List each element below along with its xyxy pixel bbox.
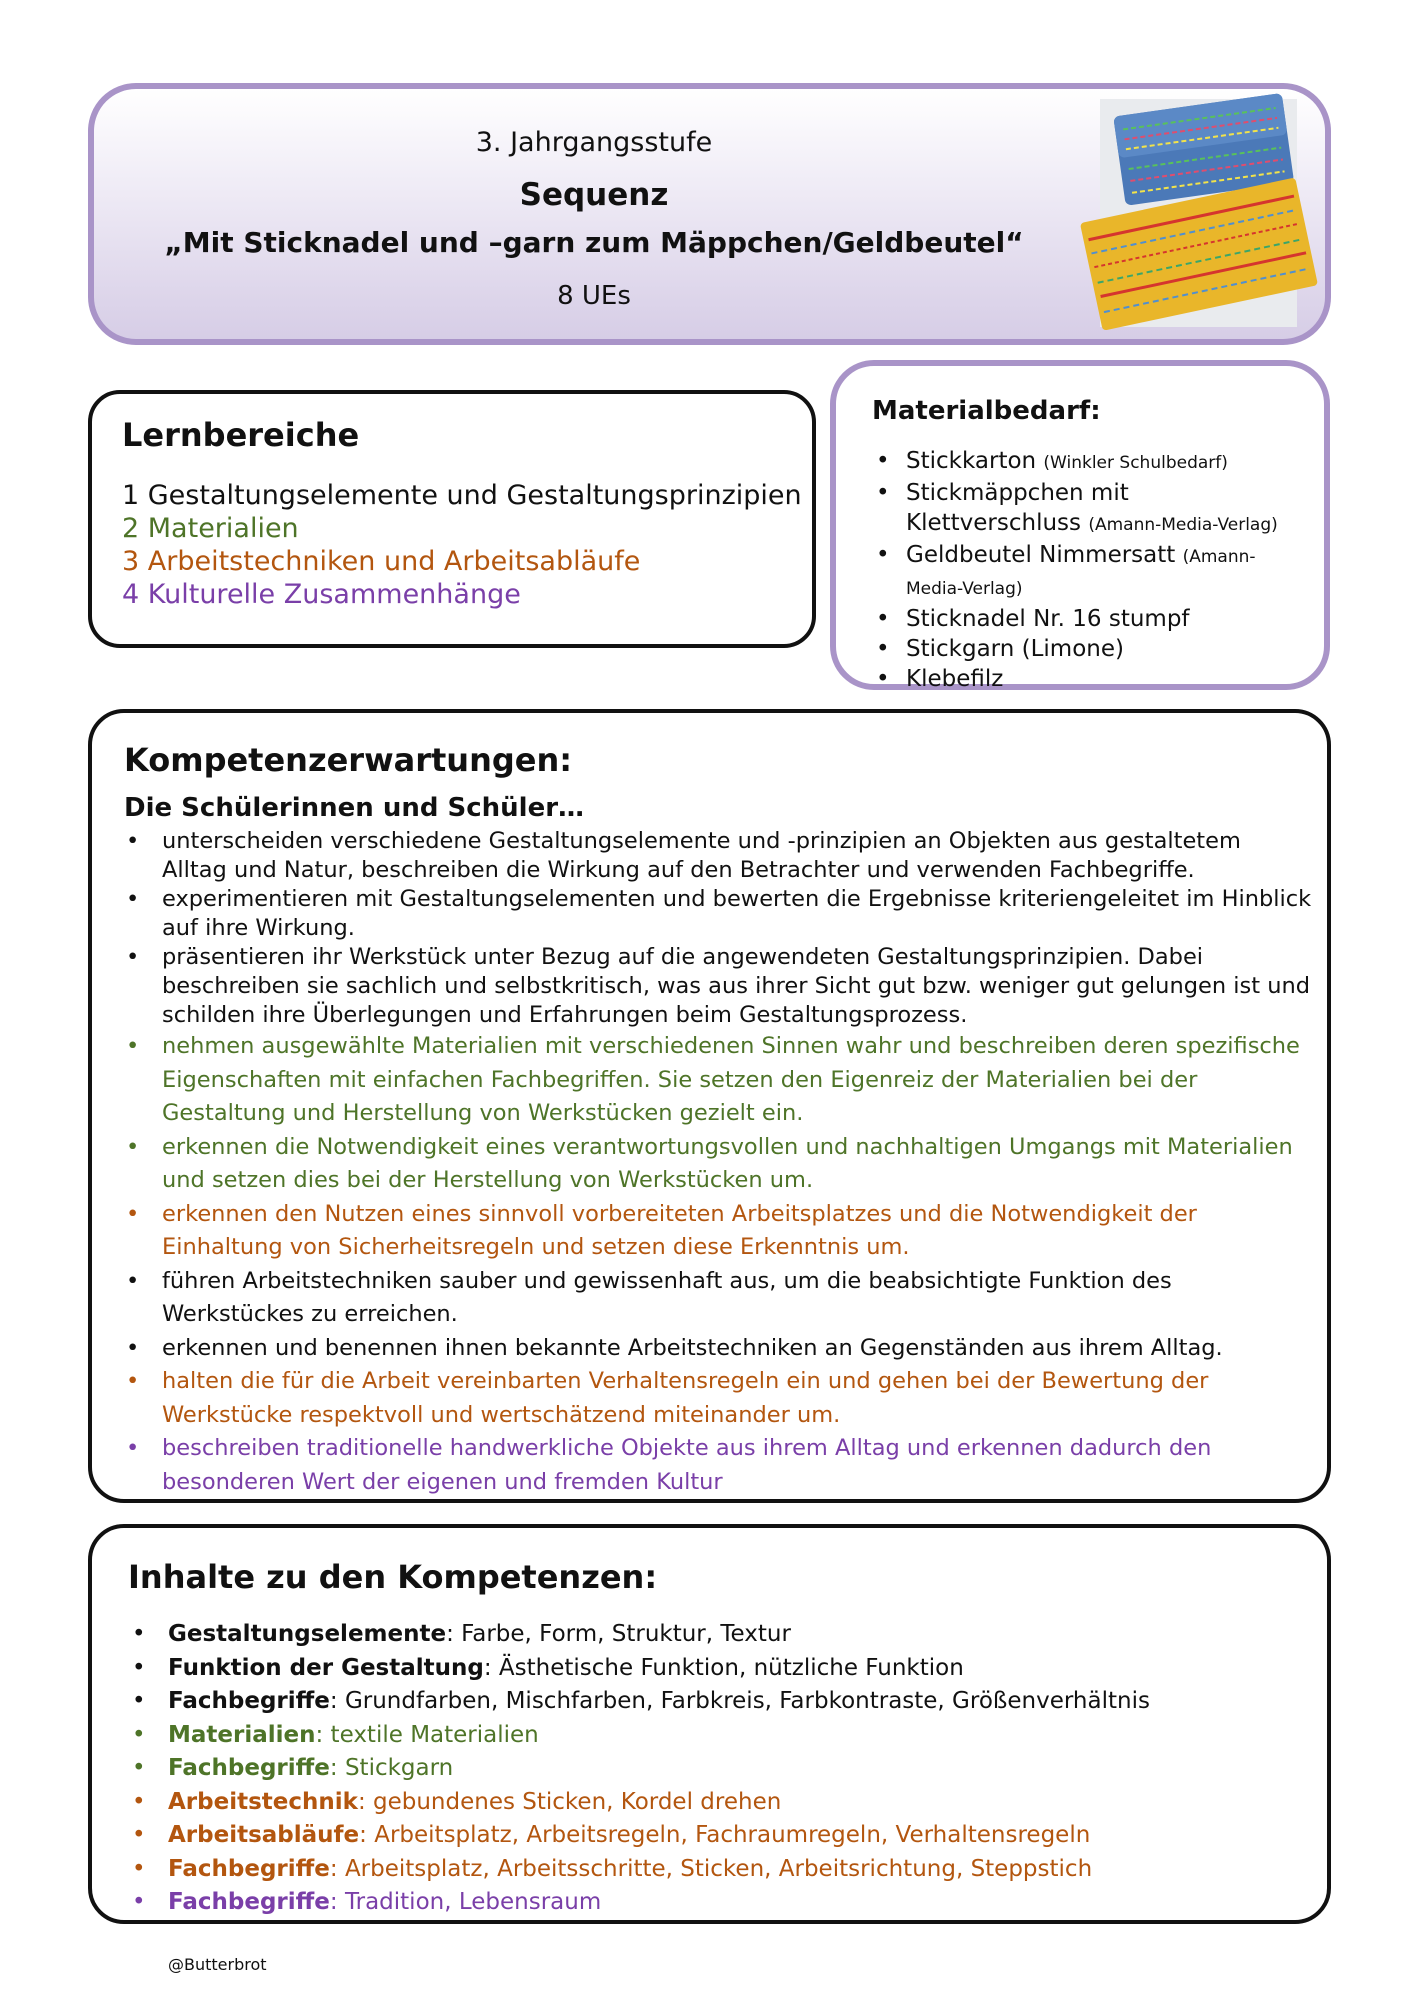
list-item: • nehmen ausgewählte Materialien mit verschiedenen Sinnen wahr und beschreiben deren spezifische Eigenschaften mit einfachen Fachbegriffen. Sie setzen den Eigenreiz der Materialien bei der Gestaltung und Herstellung von Werkstücken gezielt ein. [122, 1030, 1312, 1131]
units-label: 8 UEs [557, 281, 631, 311]
kompetenzerwartungen-title: Kompetenzerwartungen: [124, 741, 573, 779]
list-item: • unterscheiden verschiedene Gestaltungselemente und -prinzipien an Objekten aus gestaltetem Alltag und Natur, beschreiben die Wirkung auf den Betrachter und verwenden Fachbegriffe. [122, 827, 1312, 885]
list-item: • Fachbegriffe: Stickgarn [128, 1752, 1278, 1786]
list-item: • Stickmäppchen mit Klettverschluss (Amann-Media-Verlag) [872, 478, 1302, 540]
embroidered-pencil-cases-photo [1100, 99, 1297, 327]
list-item: • erkennen die Notwendigkeit eines verantwortungsvollen und nachhaltigen Umgangs mit Materialien und setzen dies bei der Herstellung von Werkstücken um. [122, 1131, 1312, 1198]
list-item: • Klebefilz [872, 664, 1302, 694]
sequence-label: Sequenz [519, 177, 669, 213]
list-item: • Fachbegriffe: Grundfarben, Mischfarben, Farbkreis, Farbkontraste, Größenverhältnis [128, 1685, 1278, 1719]
list-item: • experimentieren mit Gestaltungselementen und bewerten die Ergebnisse kriteriengeleitet im Hinblick auf ihre Wirkung. [122, 885, 1312, 943]
list-item: • führen Arbeitstechniken sauber und gewissenhaft aus, um die beabsichtigte Funktion des Werkstückes zu erreichen. [122, 1265, 1312, 1332]
list-item: • halten die für die Arbeit vereinbarten Verhaltensregeln ein und gehen bei der Bewertung der Werkstücke respektvoll und wertschätzend miteinander um. [122, 1365, 1312, 1432]
materialbedarf-box [830, 360, 1330, 690]
list-item: • Sticknadel Nr. 16 stumpf [872, 604, 1302, 634]
kompetenzerwartungen-box [88, 709, 1331, 1503]
list-item: • Arbeitsabläufe: Arbeitsplatz, Arbeitsregeln, Fachraumregeln, Verhaltensregeln [128, 1819, 1278, 1853]
list-item: • präsentieren ihr Werkstück unter Bezug auf die angewendeten Gestaltungsprinzipien. Dabei beschreiben sie sachlich und selbstkritisch, was aus ihrer Sicht gut bzw. weniger gut gelungen ist und schilden ihre Überlegungen und Erfahrungen beim Gestaltungsprozess. [122, 943, 1312, 1030]
inhalte-box [88, 1524, 1331, 1924]
lernbereiche-title: Lernbereiche [122, 416, 360, 454]
grade-label: 3. Jahrgangsstufe [475, 127, 713, 158]
list-item: • Funktion der Gestaltung: Ästhetische Funktion, nützliche Funktion [128, 1652, 1278, 1686]
list-item: • Fachbegriffe: Tradition, Lebensraum [128, 1886, 1278, 1920]
list-item: • erkennen und benennen ihnen bekannte Arbeitstechniken an Gegenständen aus ihrem Alltag. [122, 1332, 1312, 1366]
inhalte-list [128, 1618, 1278, 1918]
list-item: • Stickkarton (Winkler Schulbedarf) [872, 446, 1302, 478]
sequence-title: „Mit Sticknadel und –garn zum Mäppchen/Geldbeutel“ [164, 226, 1024, 259]
kompetenzerwartungen-subtitle: Die Schülerinnen und Schüler… [124, 793, 585, 823]
materialbedarf-title: Materialbedarf: [872, 396, 1101, 426]
list-item: • Fachbegriffe: Arbeitsplatz, Arbeitsschritte, Sticken, Arbeitsrichtung, Steppstich [128, 1853, 1278, 1887]
footer-credit: @Butterbrot [168, 1955, 267, 1974]
lernbereich-4: 4 Kulturelle Zusammenhänge [122, 579, 521, 610]
lernbereich-1: 1 Gestaltungselemente und Gestaltungsprinzipien [122, 480, 802, 511]
inhalte-title: Inhalte zu den Kompetenzen: [128, 1558, 658, 1596]
material-list [872, 446, 1302, 692]
list-item: • Stickgarn (Limone) [872, 634, 1302, 664]
list-item: • Arbeitstechnik: gebundenes Sticken, Kordel drehen [128, 1786, 1278, 1820]
lernbereich-3: 3 Arbeitstechniken und Arbeitsabläufe [122, 546, 641, 577]
kompetenz-list [122, 827, 1312, 1493]
list-item: • Materialien: textile Materialien [128, 1719, 1278, 1753]
list-item: • Geldbeutel Nimmersatt (Amann-Media-Verlag) [872, 540, 1302, 604]
header-banner [88, 83, 1331, 345]
list-item: • Gestaltungselemente: Farbe, Form, Struktur, Textur [128, 1618, 1278, 1652]
lernbereich-2: 2 Materialien [122, 513, 299, 544]
list-item: • beschreiben traditionelle handwerkliche Objekte aus ihrem Alltag und erkennen dadurch den besonderen Wert der eigenen und fremden Kultur [122, 1432, 1312, 1499]
lernbereiche-box [88, 390, 816, 648]
list-item: • erkennen den Nutzen eines sinnvoll vorbereiteten Arbeitsplatzes und die Notwendigkeit der Einhaltung von Sicherheitsregeln und setzen diese Erkenntnis um. [122, 1198, 1312, 1265]
